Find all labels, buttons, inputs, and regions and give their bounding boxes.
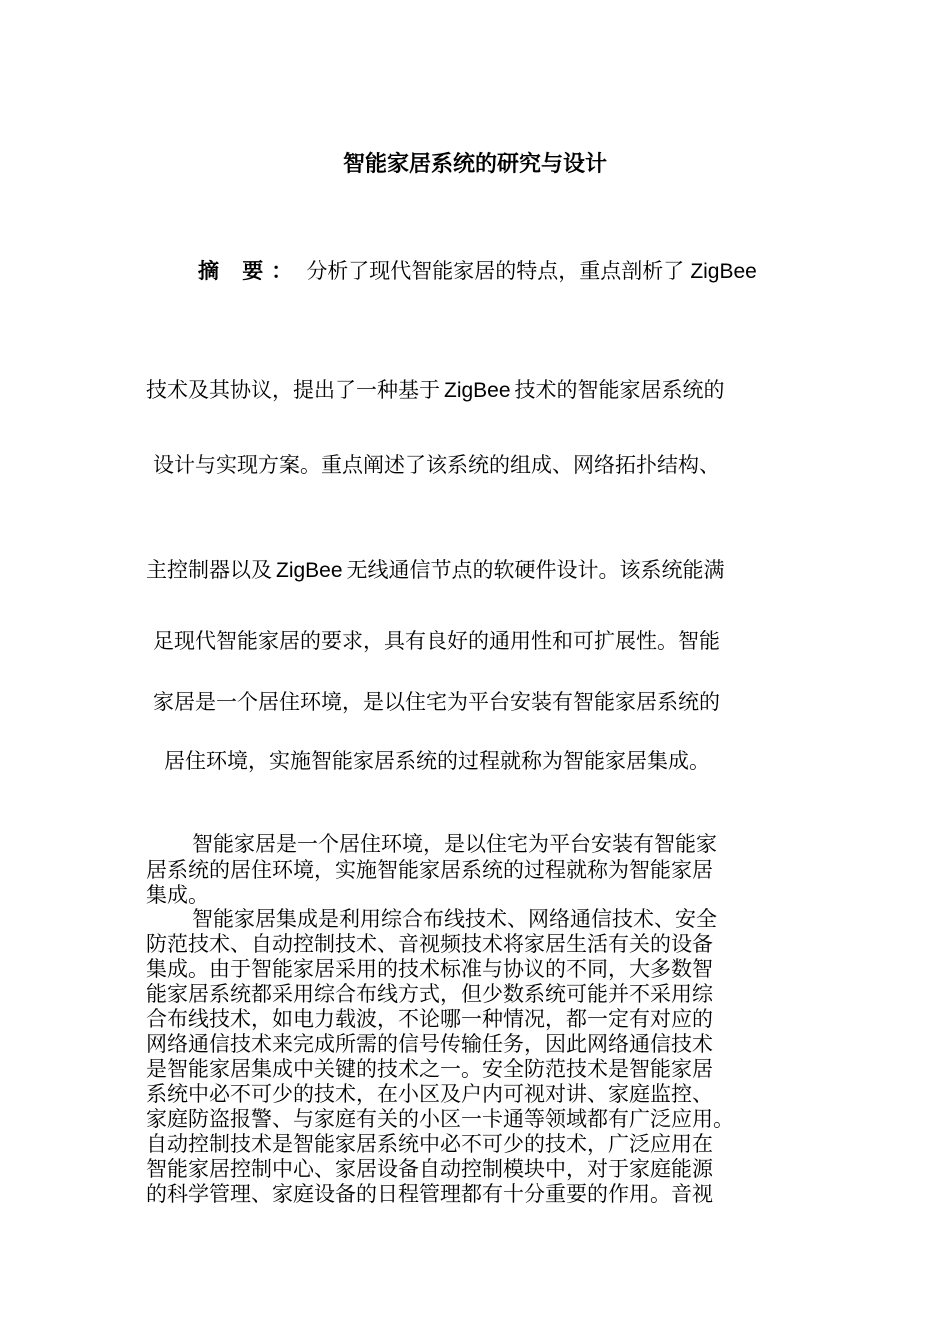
body-line: 是智能家居集成中关键的技术之一。安全防范技术是智能家居 bbox=[146, 1057, 713, 1081]
abstract-text-1: 分析了现代智能家居的特点，重点剖析了 bbox=[306, 259, 685, 283]
body-line: 智能家居是一个居住环境，是以住宅为平台安装有智能家 bbox=[192, 832, 717, 856]
body-line: 家庭防盗报警、与家庭有关的小区一卡通等领域都有广泛应用。 bbox=[146, 1107, 734, 1131]
abstract-line-4 bbox=[146, 555, 725, 586]
abstract-zigbee-4: ZigBee bbox=[276, 559, 343, 582]
body-line: 集成。 bbox=[146, 883, 209, 907]
body-line: 网络通信技术来完成所需的信号传输任务，因此网络通信技术 bbox=[146, 1032, 713, 1056]
abstract-zigbee-2: ZigBee bbox=[444, 379, 511, 402]
abstract-line-3: 设计与实现方案。重点阐述了该系统的组成、网络拓扑结构、 bbox=[153, 453, 720, 477]
body-line: 居系统的居住环境，实施智能家居系统的过程就称为智能家居 bbox=[146, 858, 713, 882]
abstract-label: 摘 要： bbox=[198, 259, 301, 283]
abstract-text-2b: 技术的智能家居系统的 bbox=[514, 378, 725, 402]
abstract-zigbee-1: ZigBee bbox=[690, 260, 757, 283]
body-line: 集成。由于智能家居采用的技术标准与协议的不同，大多数智 bbox=[146, 957, 713, 981]
body-line: 自动控制技术是智能家居系统中必不可少的技术，广泛应用在 bbox=[146, 1132, 713, 1156]
body-line: 智能家居控制中心、家居设备自动控制模块中，对于家庭能源 bbox=[146, 1157, 713, 1181]
body-line: 的科学管理、家庭设备的日程管理都有十分重要的作用。音视 bbox=[146, 1182, 713, 1206]
body-line: 系统中必不可少的技术，在小区及户内可视对讲、家庭监控、 bbox=[146, 1082, 713, 1106]
abstract-line-6: 家居是一个居住环境，是以住宅为平台安装有智能家居系统的 bbox=[153, 690, 720, 714]
abstract-line-1 bbox=[198, 256, 757, 287]
abstract-text-4a: 主控制器以及 bbox=[146, 558, 272, 582]
abstract-line-5: 足现代智能家居的要求，具有良好的通用性和可扩展性。智能 bbox=[153, 629, 720, 653]
body-line: 合布线技术，如电力载波，不论哪一种情况，都一定有对应的 bbox=[146, 1007, 713, 1031]
abstract-text-2a: 技术及其协议，提出了一种基于 bbox=[146, 378, 440, 402]
document-title: 智能家居系统的研究与设计 bbox=[342, 152, 607, 177]
abstract-line-7: 居住环境，实施智能家居系统的过程就称为智能家居集成。 bbox=[164, 749, 710, 773]
abstract-line-2 bbox=[146, 375, 725, 406]
body-line: 智能家居集成是利用综合布线技术、网络通信技术、安全 bbox=[192, 907, 717, 931]
body-line: 能家居系统都采用综合布线方式，但少数系统可能并不采用综 bbox=[146, 982, 713, 1006]
abstract-text-4b: 无线通信节点的软硬件设计。该系统能满 bbox=[346, 558, 725, 582]
body-line: 防范技术、自动控制技术、音视频技术将家居生活有关的设备 bbox=[146, 932, 713, 956]
